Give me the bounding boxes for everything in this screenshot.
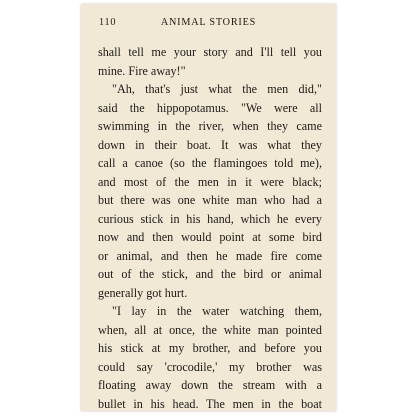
text-line: or animal, and then he made fire come (98, 248, 322, 263)
text-line: his stick at my brother, and before you (98, 341, 322, 355)
text-line: out of the stick, and the bird or animal (98, 267, 322, 281)
text-line: shall tell me your story and I'll tell you (98, 45, 322, 59)
book-page (81, 4, 336, 411)
text-line: generally got hurt. (98, 285, 188, 300)
text-line: call a canoe (so the flamingoes told me), (98, 156, 322, 170)
text-line: could say 'crocodile,' my brother was (98, 359, 322, 374)
text-line: floating away down the stream with a (98, 378, 322, 392)
text-line: and most of the men in it were black; (98, 174, 322, 189)
text-line: mine. Fire away!" (98, 63, 186, 78)
text-line: down in their boat. It was what they (98, 137, 322, 152)
text-line: when, all at once, the white man pointed (98, 322, 322, 337)
text-line: swimming in the river, when they came (98, 119, 322, 133)
body-text (98, 43, 322, 413)
text-line: curious stick in his hand, which he every (98, 211, 322, 226)
text-line: "Ah, that's just what the men did," (112, 82, 322, 96)
text-line: said the hippopotamus. "We were all (98, 100, 322, 115)
text-line: now and then would point at some bird (98, 230, 322, 244)
running-head: ANIMAL STORIES (160, 17, 257, 28)
page-number: 110 (99, 17, 117, 28)
page-header (99, 17, 318, 31)
text-line: but there was one white man who had a (98, 193, 322, 207)
text-line: bullet in his head. The men in the boat (98, 396, 322, 411)
text-line: "I lay in the water watching them, (112, 304, 322, 318)
